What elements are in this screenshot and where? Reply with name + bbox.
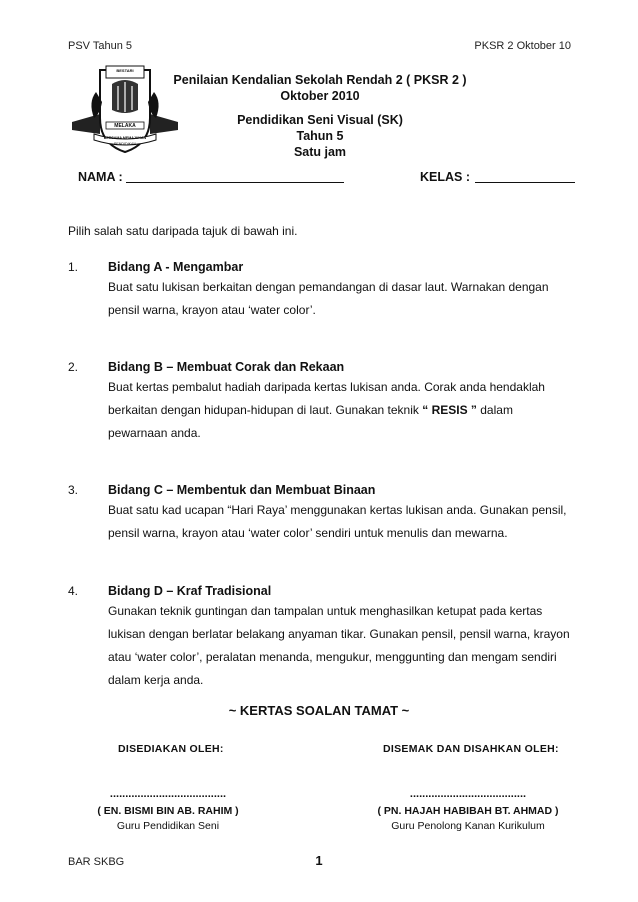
verified-by-label: DISEMAK DAN DISAHKAN OLEH: (383, 743, 559, 755)
prepared-by-label: DISEDIAKAN OLEH: (118, 743, 224, 755)
duration-label: Satu jam (293, 145, 347, 159)
question-3-body: Buat satu kad ucapan “Hari Raya’ menggunakan kertas lukisan anda. Gunakan pensil, pensil warna, krayon atau ‘water color’ sendiri untuk menulis dan mewarna. (108, 503, 567, 540)
left-signatory-role: Guru Pendidikan Seni (116, 820, 220, 832)
nama-label: NAMA : (78, 170, 123, 184)
nama-field[interactable] (126, 182, 344, 183)
resis-term: “ RESIS ” (422, 403, 477, 417)
right-signature-line: ...................................... (409, 788, 527, 800)
question-4-title: Bidang D – Kraf Tradisional (108, 584, 272, 598)
kelas-label: KELAS : (420, 170, 470, 184)
question-2-body (108, 376, 570, 445)
question-3-title: Bidang C – Membentuk dan Membuat Binaan (108, 483, 376, 497)
logo-sub-text: PENDIDIKAN (114, 142, 136, 146)
right-signatory-name: ( PN. HAJAH HABIBAH BT. AHMAD ) (377, 805, 559, 817)
right-signatory-role: Guru Penolong Kanan Kurikulum (391, 820, 545, 832)
page-number: 1 (315, 853, 323, 868)
question-2-title: Bidang B – Membuat Corak dan Rekaan (108, 360, 345, 374)
header-left: PSV Tahun 5 (68, 40, 133, 52)
year-label: Tahun 5 (296, 129, 344, 143)
left-signatory-name: ( EN. BISMI BIN AB. RAHIM ) (97, 805, 239, 817)
assessment-title: Penilaian Kendalian Sekolah Rendah 2 ( PKSR 2 ) (173, 73, 467, 87)
question-1-title: Bidang A - Mengambar (108, 260, 244, 274)
kelas-field[interactable] (475, 182, 575, 183)
question-2-body-start: Buat kertas pembalut hadiah daripada kertas lukisan anda. Corak anda hendaklah berkaitan dengan hidupan-hidupan di laut. Gunakan teknik (108, 380, 545, 417)
logo-name-text: MELAKA (114, 123, 136, 129)
question-3-number: 3. (68, 483, 79, 497)
subject-title: Pendidikan Seni Visual (SK) (237, 113, 403, 127)
question-1-number: 1. (68, 260, 79, 274)
logo-banner-text: BERSAMA MEMAJUKAN (103, 136, 147, 140)
header-right: PKSR 2 Oktober 10 (474, 40, 571, 52)
assessment-date: Oktober 2010 (280, 89, 360, 103)
footer-left: BAR SKBG (68, 856, 125, 868)
question-2-number: 2. (68, 360, 79, 374)
logo-top-text: BESTARI (116, 68, 134, 73)
instruction-text: Pilih salah satu daripada tajuk di bawah ini. (68, 224, 298, 238)
left-signature-line: ...................................... (109, 788, 227, 800)
question-1-body: Buat satu lukisan berkaitan dengan pemandangan di dasar laut. Warnakan dengan pensil warna, krayon atau ‘water color’. (108, 280, 549, 317)
question-4-number: 4. (68, 584, 79, 598)
end-of-paper-text: ~ KERTAS SOALAN TAMAT ~ (228, 703, 410, 718)
question-2-body-end: dalam pewarnaan anda. (108, 403, 513, 440)
question-4-body: Gunakan teknik guntingan dan tampalan untuk menghasilkan ketupat pada kertas lukisan dengan berlatar belakang anyaman tikar. Gunakan pensil, pensil warna, krayon atau ‘water color’, peralatan menanda, mengukur, menggunting dan mengam sendiri dalam kerja anda. (108, 604, 570, 687)
